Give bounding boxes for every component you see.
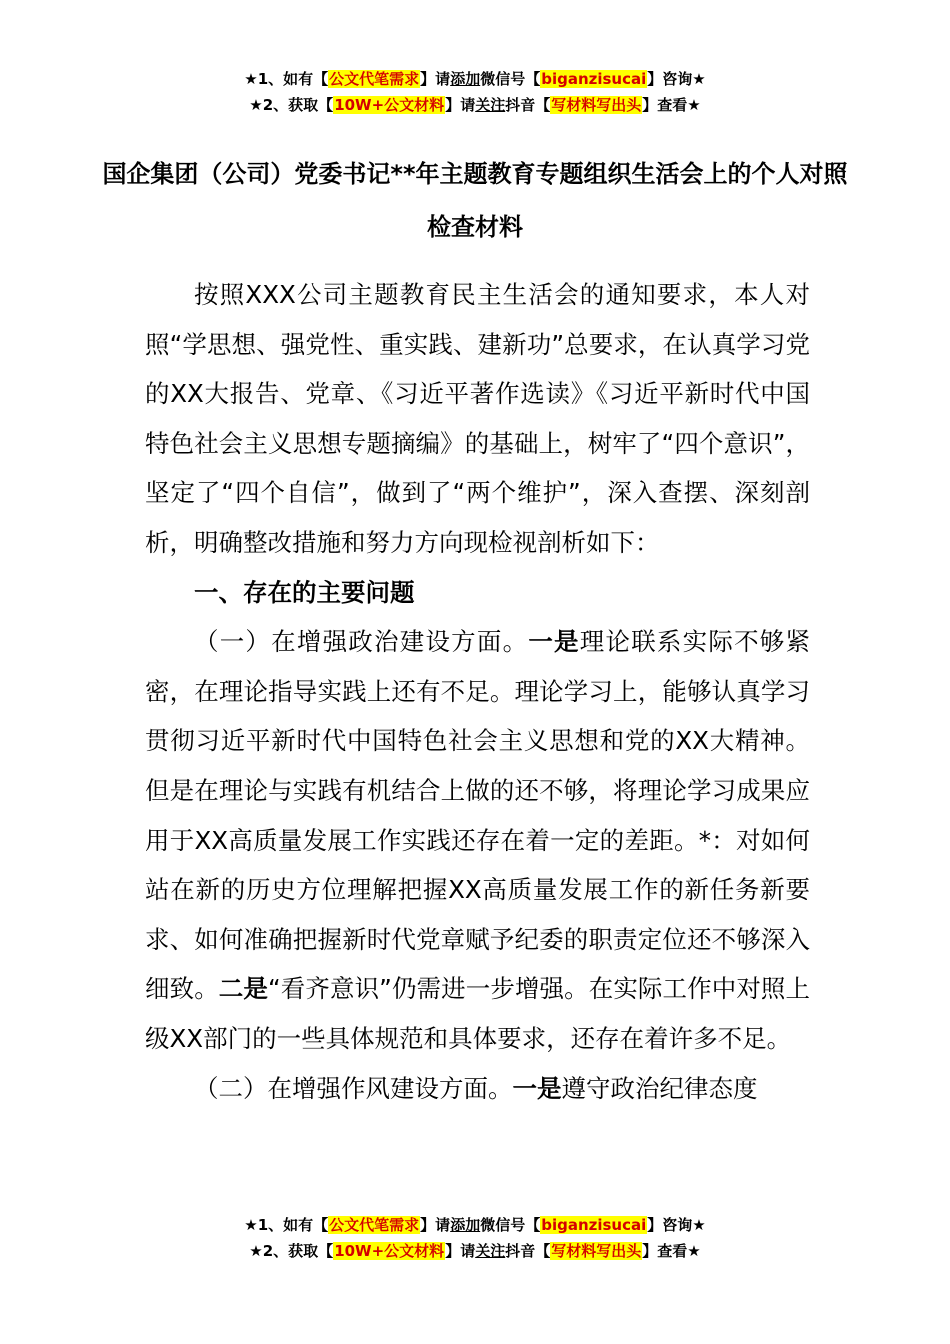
- document-title: 国企集团（公司）党委书记**年主题教育专题组织生活会上的个人对照检查材料: [102, 160, 848, 241]
- banner-text: 】请: [445, 96, 476, 114]
- banner-text: 】查看★: [642, 1242, 701, 1260]
- banner-highlight: 公文代笔需求: [329, 70, 420, 88]
- banner-underline: 关注: [475, 1242, 506, 1260]
- banner-text: 抖音【: [505, 96, 551, 114]
- footer-banner: [0, 1212, 950, 1264]
- paragraph-political: [145, 617, 810, 1063]
- document-body: [145, 270, 810, 1113]
- banner-underline: 关注: [475, 96, 506, 114]
- banner-text: ★1、如有【: [244, 1216, 329, 1234]
- banner-text: 】请: [420, 1216, 451, 1234]
- section-heading: 一、存在的主要问题: [194, 577, 415, 607]
- banner-text: 抖音【: [505, 1242, 551, 1260]
- banner-line-1: [0, 1212, 950, 1238]
- banner-text: 】请: [445, 1242, 476, 1260]
- banner-highlight: 10W+公文材料: [334, 1242, 445, 1260]
- banner-text: 】咨询★: [647, 1216, 706, 1234]
- paragraph-text: “看齐意识”仍需进一步增强。在实际工作中对照上级XX部门的一些具体规范和具体要求，还存在着许多不足。: [145, 974, 811, 1053]
- banner-text: 微信号【: [480, 1216, 541, 1234]
- header-banner: [0, 66, 950, 118]
- banner-text: ★1、如有【: [244, 70, 329, 88]
- banner-highlight: biganzisucai: [541, 1216, 647, 1234]
- banner-underline: 添加: [450, 70, 481, 88]
- banner-highlight: 写材料写出头: [551, 1242, 642, 1260]
- banner-line-2: [0, 1238, 950, 1264]
- paragraph-style: [145, 1064, 810, 1114]
- bold-marker: 一是: [512, 1073, 562, 1103]
- bold-marker: 二是: [218, 974, 268, 1004]
- banner-text: 】查看★: [642, 96, 701, 114]
- banner-highlight: 写材料写出头: [551, 96, 642, 114]
- bold-marker: 一是: [528, 627, 580, 657]
- banner-line-1: [0, 66, 950, 92]
- banner-text: 】咨询★: [647, 70, 706, 88]
- banner-highlight: 10W+公文材料: [334, 96, 445, 114]
- paragraph-text: 理论联系实际不够紧密，在理论指导实践上还有不足。理论学习上，能够认真学习贯彻习近平新时代中国特色社会主义思想和党的XX大精神。但是在理论与实践有机结合上做的还不够，将理论学习成果应用于XX高质量发展工作实践还存在着一定的差距。*：对如何站在新的历史方位理解把握XX高质量发展工作的新任务新要求、如何准确把握新时代党章赋予纪委的职责定位还不够深入细致。: [145, 627, 811, 1004]
- paragraph-lead: （一）在增强政治建设方面。: [194, 627, 529, 657]
- banner-highlight: 公文代笔需求: [329, 1216, 420, 1234]
- paragraph-lead: （二）在增强作风建设方面。: [194, 1073, 513, 1103]
- banner-text: ★2、获取【: [249, 96, 334, 114]
- banner-text: ★2、获取【: [249, 1242, 334, 1260]
- paragraph-text: 遵守政治纪律态度: [561, 1073, 758, 1103]
- banner-line-2: [0, 92, 950, 118]
- banner-text: 微信号【: [480, 70, 541, 88]
- banner-highlight: biganzisucai: [541, 70, 647, 88]
- banner-text: 】请: [420, 70, 451, 88]
- intro-paragraph: 按照XXX公司主题教育民主生活会的通知要求，本人对照“学思想、强党性、重实践、建新功”总要求，在认真学习党的XX大报告、党章、《习近平著作选读》《习近平新时代中国特色社会主义思想专题摘编》的基础上，树牢了“四个意识”，坚定了“四个自信”，做到了“两个维护”，深入查摆、深刻剖析，明确整改措施和努力方向现检视剖析如下：: [145, 280, 810, 557]
- banner-underline: 添加: [450, 1216, 481, 1234]
